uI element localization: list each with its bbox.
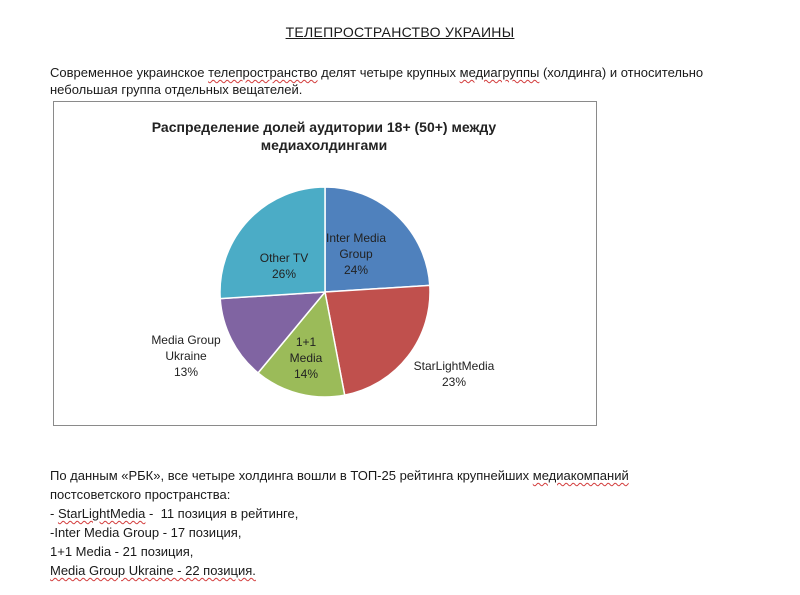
slice-label-starlightmedia	[399, 358, 509, 390]
notes-line: постсоветского пространства:	[50, 487, 231, 502]
slice-label-other-tv	[246, 250, 322, 282]
notes-section	[50, 466, 770, 580]
slice-name-line: Inter Media	[325, 231, 387, 245]
intro-text: (холдинга) и относительно небольшая группа отдельных вещателей.	[50, 65, 704, 97]
intro-spellcheck-word: телепространство	[208, 65, 318, 80]
slice-value: 23%	[441, 375, 467, 389]
slice-name-line: Other TV	[259, 251, 309, 265]
slice-value: 26%	[271, 267, 297, 281]
slice-name-line: Media	[289, 351, 323, 365]
intro-paragraph	[50, 64, 770, 98]
slice-name-line: Group	[339, 247, 373, 261]
slice-value: 13%	[173, 365, 199, 379]
notes-line: Media Group Ukraine - 22 позиция.	[50, 563, 256, 578]
notes-spellcheck-word: StarLightMedia	[57, 506, 146, 521]
slice-label-1plus1-media	[276, 334, 336, 382]
notes-line: -Inter Media Group - 17 позиция,	[50, 525, 242, 540]
intro-text: Современное украинское	[50, 65, 209, 80]
slice-name-line: Ukraine	[165, 349, 207, 363]
notes-text: -	[50, 506, 58, 521]
pie-chart	[53, 101, 597, 426]
slice-name-line: StarLightMedia	[413, 359, 495, 373]
notes-spellcheck-word: медиакомпаний	[532, 468, 629, 483]
chart-title: Распределение долей аудитории 18+ (50+) между медиахолдингами	[151, 119, 497, 153]
slice-name-line: Media Group	[151, 333, 221, 347]
slice-label-media-group-ukraine	[136, 332, 236, 380]
slice-value: 24%	[343, 263, 369, 277]
notes-line	[50, 504, 770, 523]
notes-line: 1+1 Media - 21 позиция,	[50, 544, 194, 559]
notes-text: По данным «РБК», все четыре холдинга вошли в ТОП-25 рейтинга крупнейших	[50, 468, 533, 483]
intro-text: делят четыре крупных	[317, 65, 460, 80]
intro-spellcheck-word: медиагруппы	[459, 65, 540, 80]
slice-name-line: 1+1	[295, 335, 317, 349]
notes-text: - 11 позиция в рейтинге,	[145, 506, 299, 521]
document-title: ТЕЛЕПРОСТРАНСТВО УКРАИНЫ	[285, 24, 515, 40]
notes-line	[50, 466, 770, 485]
slice-value: 14%	[293, 367, 319, 381]
slice-label-inter-media-group	[316, 230, 396, 278]
